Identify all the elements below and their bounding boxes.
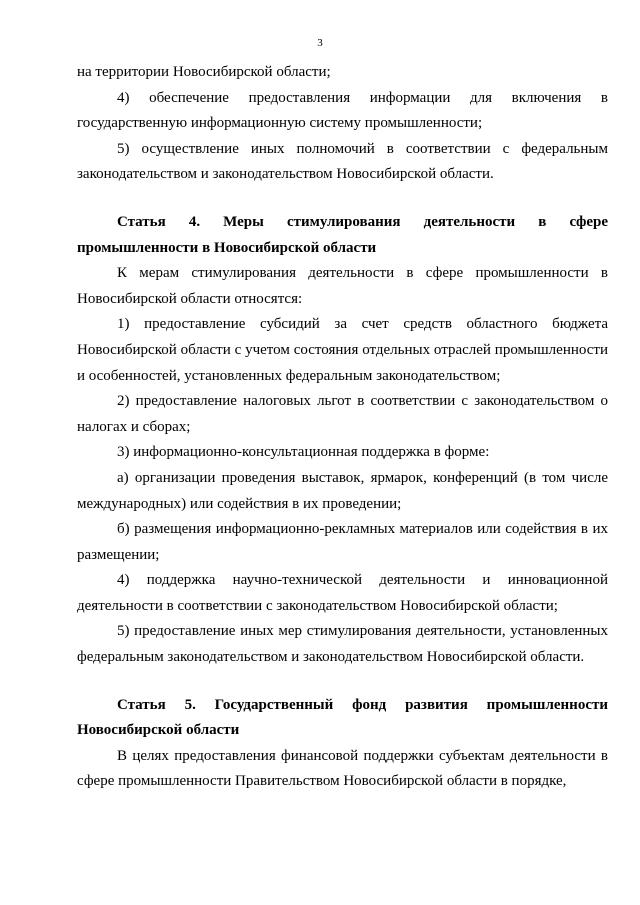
article-5-heading: Статья 5. Государственный фонд развития промышленности Новосибирской области: [77, 696, 608, 739]
paragraph-continuation: на территории Новосибирской области;: [77, 64, 331, 80]
measure-3b: б) размещения информационно-рекламных материалов или содействия в их размещении;: [77, 521, 608, 563]
page-number: 3: [317, 37, 323, 49]
article-4-intro: К мерам стимулирования деятельности в сфере промышленности в Новосибирской области относятся:: [77, 265, 608, 307]
list-item-5: 5) осуществление иных полномочий в соответствии с федеральным законодательством и законодательством Новосибирской области.: [77, 140, 608, 183]
measure-4: 4) поддержка научно-технической деятельности и инновационной деятельности в соответствии с законодательством Новосибирской области;: [77, 572, 608, 614]
measure-2: 2) предоставление налоговых льгот в соответствии с законодательством о налогах и сборах;: [77, 393, 608, 435]
measure-5: 5) предоставление иных мер стимулирования деятельности, установленных федеральным законодательством и законодательством Новосибирской области.: [77, 623, 608, 666]
measure-3: 3) информационно-консультационная поддержка в форме:: [117, 444, 490, 461]
measure-1: 1) предоставление субсидий за счет средств областного бюджета Новосибирской области с учетом состояния отдельных отраслей промышленности и особенностей, установленных федеральным законодательством;: [77, 316, 608, 384]
list-item-4: 4) обеспечение предоставления информации для включения в государственную информационную систему промышленности;: [77, 89, 608, 132]
measure-3a: а) организации проведения выставок, ярмарок, конференций (в том числе международных) или содействия в их проведении;: [77, 469, 608, 512]
article-4-heading: Статья 4. Меры стимулирования деятельности в сфере промышленности в Новосибирской области: [77, 213, 608, 256]
article-5-text: В целях предоставления финансовой поддержки субъектам деятельности в сфере промышленности Правительством Новосибирской области в порядке,: [77, 747, 608, 790]
document-body: [77, 60, 608, 795]
